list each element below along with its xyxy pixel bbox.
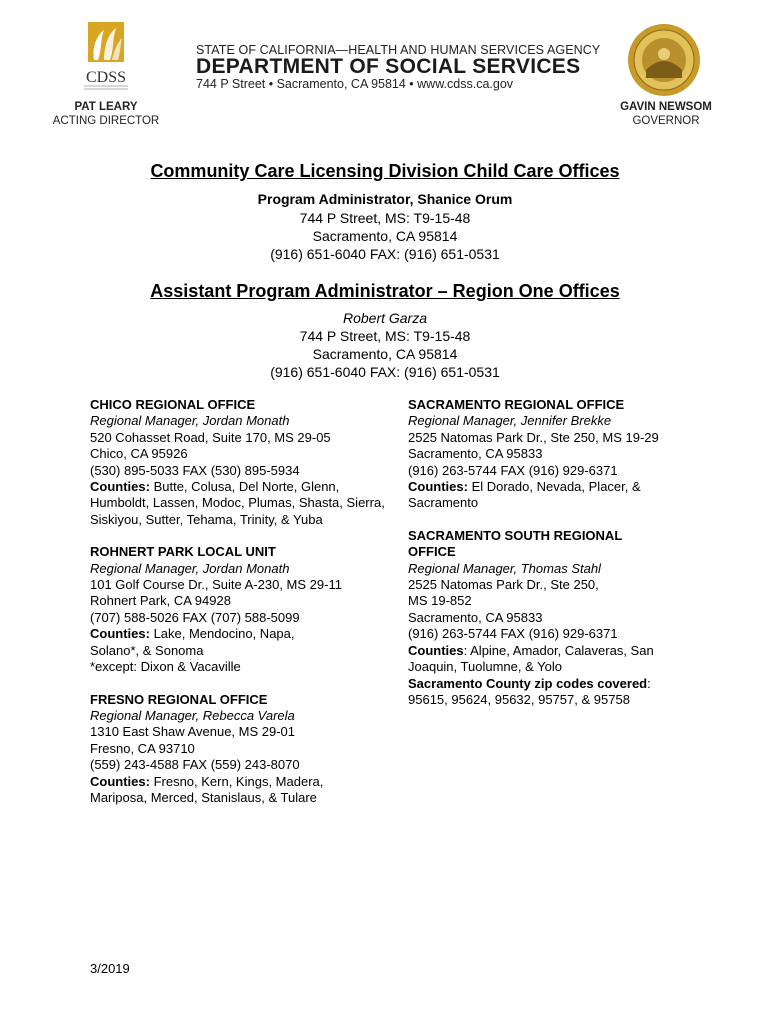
zip-codes-heading: Sacramento County zip codes covered: [408, 675, 651, 691]
office-name: SACRAMENTO REGIONAL OFFICE [408, 397, 625, 412]
assistant-phone: (916) 651-6040 FAX: (916) 651-0531 [270, 364, 500, 380]
rohnert-office [90, 544, 390, 675]
office-city: Rohnert Park, CA 94928 [90, 593, 231, 609]
office-phone: (916) 263-5744 FAX (916) 929-6371 [408, 462, 618, 478]
governor-block [604, 100, 728, 128]
office-street: 520 Cohasset Road, Suite 170, MS 29-05 [90, 429, 331, 445]
director-block [40, 100, 172, 128]
zip-label: Sacramento County zip codes covered [408, 675, 648, 691]
program-admin-city: Sacramento, CA 95814 [312, 228, 458, 244]
agency-line: STATE OF CALIFORNIA—HEALTH AND HUMAN SERVICES AGENCY [196, 43, 601, 57]
office-phone: (707) 588-5026 FAX (707) 588-5099 [90, 609, 300, 625]
office-phone: (916) 263-5744 FAX (916) 929-6371 [408, 626, 618, 642]
office-name: SACRAMENTO SOUTH REGIONAL OFFICE [408, 527, 623, 560]
governor-title: GOVERNOR [632, 115, 700, 127]
assistant-heading: Assistant Program Administrator – Region One Offices [150, 281, 620, 301]
counties-label: Counties: [90, 626, 150, 642]
counties-list: : Alpine, Amador, Calaveras, San Joaquin, Tuolumne, & Yolo [408, 642, 654, 675]
counties-list: Fresno, Kern, Kings, Madera, Mariposa, Merced, Stanislaus, & Tulare [90, 773, 324, 805]
office-ms: MS 19-852 [408, 593, 472, 609]
department-address: 744 P Street • Sacramento, CA 95814 • www.cdss.ca.gov [196, 77, 514, 91]
assistant-city: Sacramento, CA 95814 [312, 346, 458, 362]
counties-label: Counties: [90, 773, 150, 789]
office-manager: Regional Manager, Rebecca Varela [90, 707, 295, 723]
office-name: CHICO REGIONAL OFFICE [90, 397, 256, 412]
office-counties [90, 774, 350, 807]
office-name: FRESNO REGIONAL OFFICE [90, 691, 268, 707]
office-street: 2525 Natomas Park Dr., Ste 250, MS 19-29 [408, 429, 659, 445]
svg-text:CDSS: CDSS [85, 69, 127, 86]
office-street: 101 Golf Course Dr., Suite A-230, MS 29-11 [90, 577, 342, 593]
counties-list: El Dorado, Nevada, Placer, & Sacramento [408, 479, 641, 511]
office-counties [90, 479, 390, 528]
program-admin-title: Program Administrator, Shanice Orum [257, 191, 513, 207]
sacramento-office [408, 397, 708, 512]
assistant-name: Robert Garza [342, 310, 428, 326]
program-admin-street: 744 P Street, MS: T9-15-48 [299, 210, 471, 226]
cdss-logo [74, 20, 138, 96]
counties-label: Counties: [90, 479, 150, 495]
office-street: 2525 Natomas Park Dr., Ste 250, [408, 577, 599, 593]
counties-label: Counties [408, 642, 464, 658]
chico-office [90, 397, 390, 528]
right-column [408, 397, 708, 724]
left-column [90, 397, 390, 822]
director-title: ACTING DIRECTOR [52, 115, 160, 127]
office-counties [408, 479, 668, 512]
office-city: Sacramento, CA 95833 [408, 609, 543, 625]
sacramento-south-office [408, 528, 708, 708]
document-title: Community Care Licensing Division Child Care Offices [150, 161, 620, 181]
office-manager: Regional Manager, Jennifer Brekke [408, 413, 612, 429]
office-exception: *except: Dixon & Vacaville [90, 659, 241, 675]
office-manager: Regional Manager, Jordan Monath [90, 413, 290, 429]
office-counties [90, 626, 340, 659]
office-city: Sacramento, CA 95833 [408, 446, 543, 462]
director-name: PAT LEARY [74, 101, 138, 113]
office-city: Chico, CA 95926 [90, 446, 188, 462]
office-name: ROHNERT PARK LOCAL UNIT [90, 544, 276, 560]
counties-list: Lake, Mendocino, Napa, Solano*, & Sonoma [90, 626, 295, 658]
office-city: Fresno, CA 93710 [90, 740, 195, 756]
office-street: 1310 East Shaw Avenue, MS 29-01 [90, 724, 296, 740]
counties-label: Counties: [408, 479, 468, 495]
footer-date: 3/2019 [90, 961, 130, 976]
office-phone: (559) 243-4588 FAX (559) 243-8070 [90, 757, 300, 773]
office-phone: (530) 895-5033 FAX (530) 895-5934 [90, 462, 300, 478]
office-manager: Regional Manager, Jordan Monath [90, 560, 290, 576]
program-admin-phone: (916) 651-6040 FAX: (916) 651-0531 [270, 246, 500, 262]
fresno-office [90, 692, 390, 807]
zip-codes-list: 95615, 95624, 95632, 95757, & 95758 [408, 691, 630, 707]
assistant-street: 744 P Street, MS: T9-15-48 [299, 328, 471, 344]
governor-name: GAVIN NEWSOM [620, 101, 712, 113]
office-manager: Regional Manager, Thomas Stahl [408, 560, 601, 576]
office-counties [408, 643, 683, 676]
department-name: DEPARTMENT OF SOCIAL SERVICES [196, 55, 581, 78]
state-seal-icon [626, 22, 702, 98]
counties-list: Butte, Colusa, Del Norte, Glenn, Humboldt, Lassen, Modoc, Plumas, Shasta, Sierra, Siskiyou, Sutter, Tehama, Trinity, & Yuba [90, 479, 385, 527]
